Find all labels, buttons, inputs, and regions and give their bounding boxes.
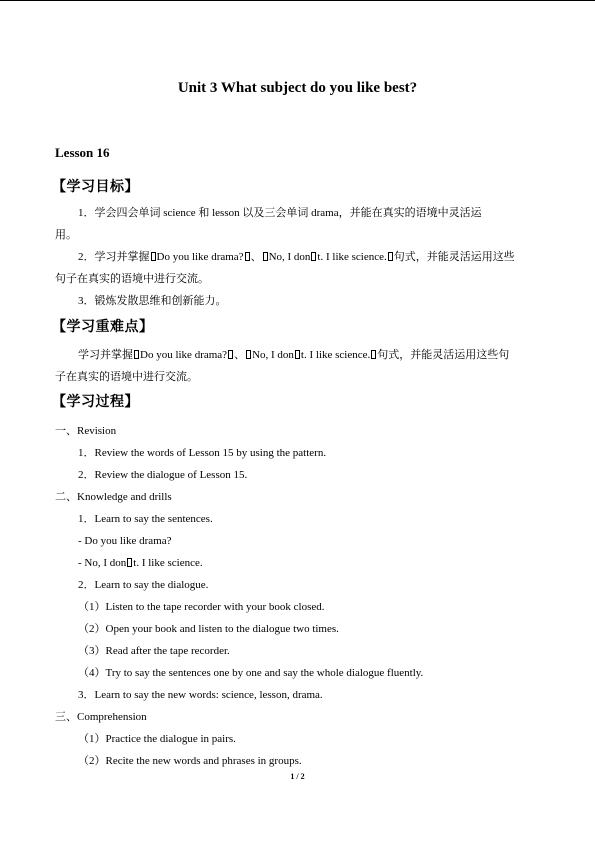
goals-heading: 【学习目标】: [52, 179, 139, 195]
revision-item-1: 1．Review the words of Lesson 15 by using the pattern.: [78, 447, 327, 459]
dialogue-step-2: （2）Open your book and listen to the dialogue two times.: [78, 623, 339, 635]
answer-text-a: - No, I don: [78, 557, 127, 569]
missing-glyph-box: [295, 350, 300, 359]
goal-2-text-e: t. I like science.: [317, 251, 387, 263]
key-points-line-1: [78, 344, 509, 366]
goal-2-text-d: No, I don: [268, 251, 311, 263]
key-text-a: 学习并掌握: [78, 349, 133, 361]
sentence-question: - Do you like drama?: [78, 535, 172, 547]
missing-glyph-box: [228, 350, 233, 359]
goal-3: 3．锻炼发散思维和创新能力。: [78, 295, 227, 307]
goal-2-text-b: Do you like drama?: [156, 251, 244, 263]
dialogue-step-3: （3）Read after the tape recorder.: [78, 645, 230, 657]
goal-1-line-2: 用。: [55, 229, 77, 241]
goal-2-text-c: 、: [250, 251, 262, 263]
missing-glyph-box: [263, 252, 268, 261]
comprehension-item-2: （2）Recite the new words and phrases in groups.: [78, 755, 302, 767]
goal-2-line-2: 句子在真实的语境中进行交流。: [55, 273, 209, 285]
goal-2-text-a: 2．学习并掌握: [78, 251, 150, 263]
goal-2-text-f: 句式，并能灵活运用这些: [393, 251, 515, 263]
missing-glyph-box: [151, 252, 156, 261]
comprehension-item-1: （1）Practice the dialogue in pairs.: [78, 733, 236, 745]
revision-item-2: 2．Review the dialogue of Lesson 15.: [78, 469, 248, 481]
missing-glyph-box: [127, 558, 132, 567]
page-number: 1 / 2: [290, 772, 305, 781]
top-border-line: [0, 0, 595, 1]
key-text-b: Do you like drama?: [140, 349, 228, 361]
goal-1-line-1: 1．学会四会单词 science 和 lesson 以及三会单词 drama，并能在真实的语境中灵活运: [78, 207, 482, 219]
goal-2-line-1: [78, 246, 515, 268]
missing-glyph-box: [388, 252, 393, 261]
answer-text-b: t. I like science.: [133, 557, 203, 569]
missing-glyph-box: [371, 350, 376, 359]
knowledge-item-1: 1．Learn to say the sentences.: [78, 513, 213, 525]
key-text-c: 、: [234, 349, 246, 361]
knowledge-item-2: 2．Learn to say the dialogue.: [78, 579, 209, 591]
knowledge-item-3: 3．Learn to say the new words: science, lesson, drama.: [78, 689, 323, 701]
missing-glyph-box: [311, 252, 316, 261]
key-points-heading: 【学习重难点】: [52, 319, 154, 335]
key-text-e: t. I like science.: [300, 349, 371, 361]
dialogue-step-4: （4）Try to say the sentences one by one and say the whole dialogue fluently.: [78, 667, 424, 679]
section-knowledge: 二、Knowledge and drills: [55, 491, 172, 503]
dialogue-step-1: （1）Listen to the tape recorder with your book closed.: [78, 601, 325, 613]
missing-glyph-box: [245, 252, 250, 261]
section-comprehension: 三、Comprehension: [55, 711, 147, 723]
key-points-line-2: 子在真实的语境中进行交流。: [55, 371, 198, 383]
missing-glyph-box: [134, 350, 139, 359]
section-revision: 一、Revision: [55, 425, 117, 437]
missing-glyph-box: [246, 350, 251, 359]
key-text-f: 句式，并能灵活运用这些句: [377, 349, 510, 361]
key-text-d: No, I don: [252, 349, 294, 361]
sentence-answer: [78, 552, 203, 574]
process-heading: 【学习过程】: [52, 394, 139, 410]
document-title: Unit 3 What subject do you like best?: [177, 80, 418, 96]
lesson-heading: Lesson 16: [55, 145, 110, 160]
